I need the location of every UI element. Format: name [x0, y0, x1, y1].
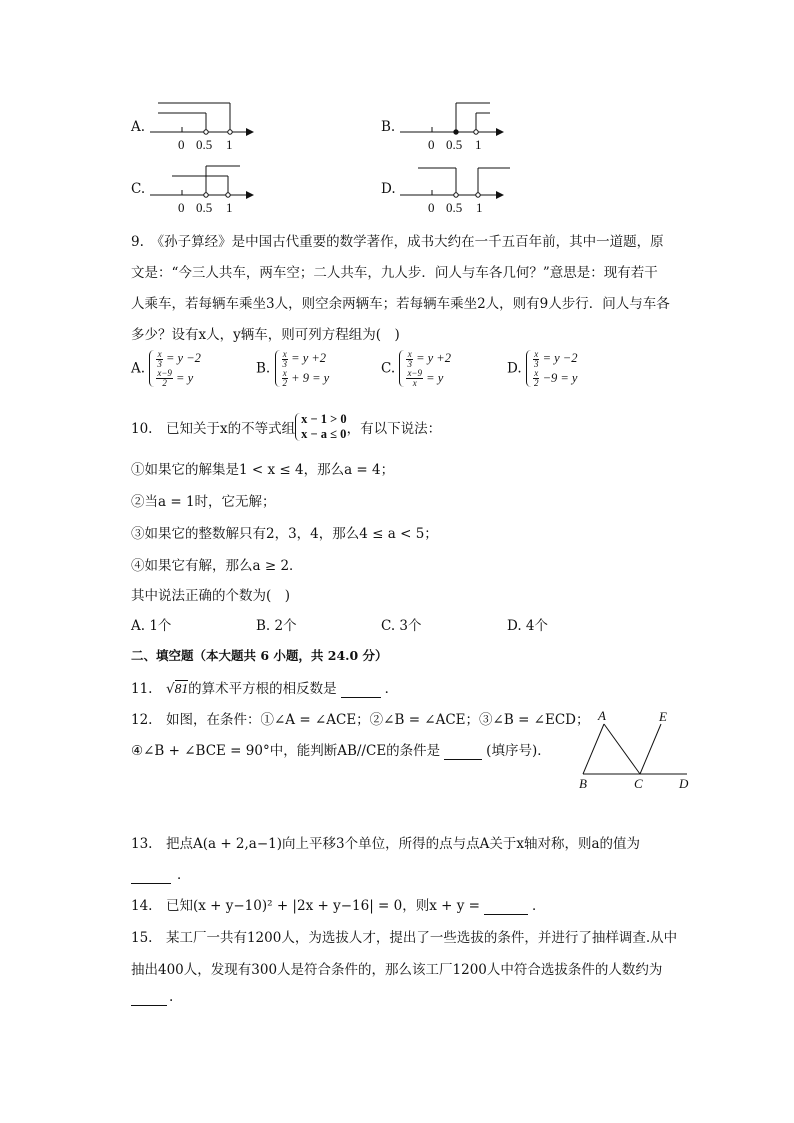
- label-b: B: [579, 776, 587, 791]
- q9-option-a: [131, 349, 201, 388]
- frac-num: x−9: [157, 368, 172, 379]
- q14-end: ．: [531, 898, 546, 914]
- answer-blank[interactable]: [131, 989, 167, 1006]
- q9-line-2: 文是：“今三人共车，两车空；二人共车，九人步．问人与车各几何？”意思是：现有若干: [131, 265, 658, 281]
- q10-statement-2: ②当a = 1时，它无解；: [131, 494, 276, 510]
- equation-system: [399, 349, 451, 388]
- q14-pre: 14. 已知(x + y−10)² + |2x + y−16| = 0，则x + y =: [131, 898, 480, 914]
- q10-option-a: A. 1个: [131, 618, 172, 634]
- label-a: A: [598, 708, 606, 723]
- q12-line-2-pre: ④∠B + ∠BCE = 90°中，能判断AB//CE的条件是: [131, 743, 441, 759]
- q11-pre: 11.: [131, 681, 166, 697]
- q10-option-b: B. 2个: [256, 618, 297, 634]
- q9-option-b: [256, 349, 329, 388]
- frac-den: 2: [282, 378, 288, 389]
- tick-label: 0: [428, 137, 435, 152]
- frac-den: 2: [162, 378, 167, 389]
- radicand: 81: [174, 681, 189, 696]
- answer-blank[interactable]: [484, 898, 528, 915]
- option-letter: D.: [381, 181, 396, 197]
- eq-rest: = y −2: [542, 351, 578, 365]
- answer-blank[interactable]: [444, 743, 482, 760]
- q10-option-d: D. 4个: [507, 618, 549, 634]
- eq-rest: = y: [176, 370, 194, 385]
- tick-label: 1: [475, 137, 482, 152]
- q10-ask: 其中说法正确的个数为( ): [131, 588, 291, 604]
- question-14: [131, 894, 545, 915]
- q15-line-3: [131, 989, 173, 1006]
- answer-blank[interactable]: [341, 681, 381, 698]
- frac-den: 3: [157, 358, 162, 369]
- sqrt-sign: √: [165, 681, 175, 697]
- label-c: C: [634, 776, 643, 791]
- q9-line-3: 人乘车，若每辆车乘坐3人，则空余两辆车；若每辆车乘坐2人，则有9人步行．问人与车各: [131, 296, 670, 312]
- option-letter: A.: [131, 360, 146, 377]
- q10-stem: [131, 412, 441, 442]
- tick-label: 0: [428, 200, 435, 215]
- q10-stem-post: ，有以下说法：: [346, 421, 442, 437]
- frac-num: x−9: [407, 368, 423, 379]
- geometry-figure: [575, 706, 700, 796]
- option-letter: B.: [381, 119, 396, 135]
- frac-den: 3: [282, 358, 288, 369]
- frac-num: x: [282, 348, 287, 359]
- inequality-1: x − 1 > 0: [301, 412, 347, 426]
- tick-label: 0: [178, 200, 185, 215]
- q12-line-2: [131, 739, 551, 760]
- q10-statement-4: ④如果它有解，那么a ≥ 2．: [131, 558, 303, 574]
- frac-num: x: [407, 348, 412, 359]
- q13-line-2: [131, 863, 191, 884]
- number-line-figure-d: [400, 158, 520, 218]
- q10-statement-1: ①如果它的解集是1 < x ≤ 4，那么a = 4；: [131, 462, 395, 478]
- number-line-figure-a: [150, 95, 260, 155]
- option-letter: C.: [381, 360, 396, 377]
- tick-label: 0: [178, 137, 185, 152]
- number-line-figure-c: [150, 158, 260, 218]
- option-letter: C.: [131, 181, 146, 197]
- option-letter: D.: [507, 360, 522, 377]
- tick-label: 1: [226, 137, 233, 152]
- q10-option-c: C. 3个: [381, 618, 422, 634]
- frac-den: x: [412, 378, 417, 389]
- q15-line-1: 15. 某工厂一共有1200人，为选拔人才，提出了一些选拔的条件，并进行了抽样调查.从中: [131, 930, 678, 946]
- q10-stem-pre: 10. 已知关于x的不等式组: [131, 421, 296, 437]
- q10-statement-3: ③如果它的整数解只有2，3，4，那么4 ≤ a < 5；: [131, 526, 438, 542]
- option-letter: A.: [131, 119, 146, 135]
- inequality-2: x − a ≤ 0: [301, 427, 347, 441]
- frac-num: x: [157, 348, 162, 359]
- q9-option-c: [381, 349, 451, 388]
- tick-label: 0.5: [196, 137, 213, 152]
- q13-line-1: 13. 把点A(a + 2,a−1)向上平移3个单位，所得的点与点A关于x轴对称，则a的值为: [131, 836, 641, 852]
- q11-end: ．: [384, 681, 399, 697]
- q15-line-2: 抽出400人，发现有300人是符合条件的，那么该工厂1200人中符合选拔条件的人数约为: [131, 962, 663, 978]
- eq-rest: = y +2: [416, 351, 451, 365]
- frac-num: x: [282, 368, 287, 379]
- frac-num: x: [534, 368, 539, 379]
- number-line-figure-b: [400, 95, 510, 155]
- answer-blank[interactable]: [131, 867, 171, 884]
- section-heading: 二、填空题（本大题共 6 小题，共 24.0 分）: [131, 648, 388, 663]
- tick-label: 0.5: [446, 137, 463, 152]
- eq-rest: + 9 = y: [291, 370, 330, 385]
- frac-den: 3: [533, 358, 539, 369]
- q9-line-4: 多少？设有x人，y辆车，则可列方程组为( ): [131, 327, 400, 343]
- frac-den: 3: [407, 358, 412, 369]
- tick-label: 0.5: [196, 200, 213, 215]
- inequality-system: [295, 412, 347, 442]
- equation-system: [275, 349, 330, 388]
- q9-line-1: 9. 《孙子算经》是中国古代重要的数学著作，成书大约在一千五百年前，其中一道题，原: [131, 234, 664, 250]
- label-e: E: [659, 709, 667, 724]
- eq-rest: = y −2: [165, 351, 201, 365]
- q15-end: .: [169, 989, 174, 1005]
- frac-num: x: [534, 348, 539, 359]
- q12-line-1: 12. 如图，在条件：①∠A = ∠ACE；②∠B = ∠ACE；③∠B = ∠ECD；: [131, 712, 590, 728]
- q12-line-2-post: (填序号)．: [486, 743, 551, 759]
- tick-label: 1: [476, 200, 483, 215]
- question-11: [131, 677, 398, 698]
- equation-system: [526, 349, 578, 388]
- q13-end: ．: [177, 867, 191, 883]
- eq-rest: −9 = y: [542, 370, 578, 385]
- equation-system: [149, 349, 201, 388]
- tick-label: 0.5: [446, 200, 463, 215]
- eq-rest: = y: [426, 370, 444, 385]
- option-letter: B.: [256, 360, 271, 377]
- label-d: D: [679, 776, 689, 791]
- q9-option-d: [507, 349, 577, 388]
- q11-post: 的算术平方根的相反数是: [188, 681, 337, 697]
- frac-den: 2: [533, 378, 539, 389]
- tick-label: 1: [226, 200, 233, 215]
- eq-rest: = y +2: [291, 351, 327, 365]
